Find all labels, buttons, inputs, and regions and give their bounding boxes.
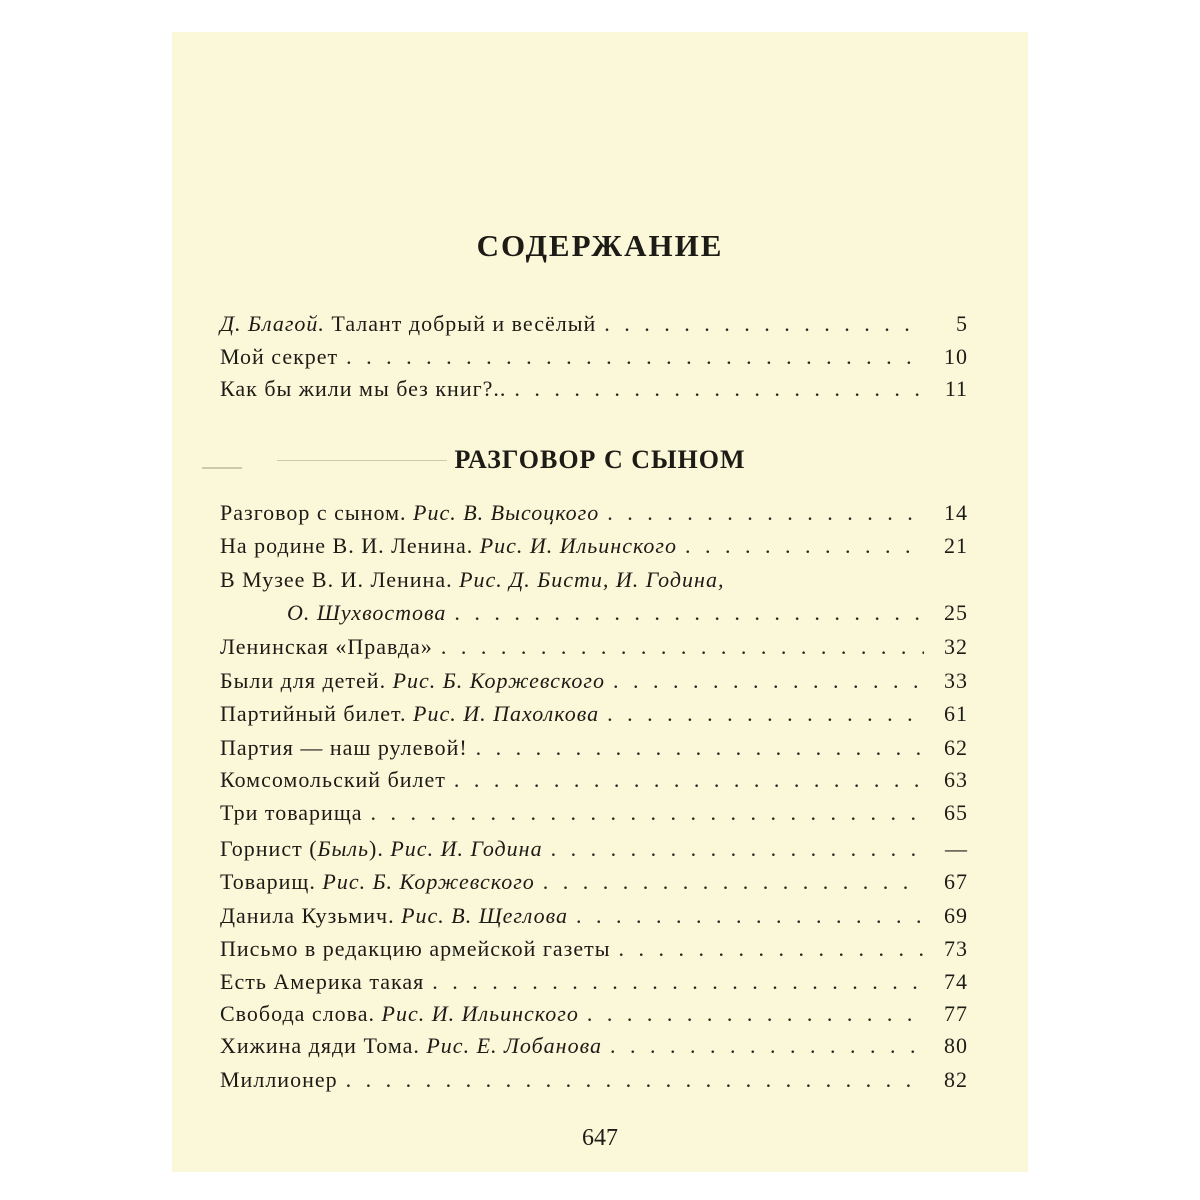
entry-page: 11 <box>944 376 968 401</box>
toc-entry <box>220 372 968 406</box>
leader-dots <box>454 763 924 797</box>
leader-dots <box>576 899 924 933</box>
entry-title <box>220 563 724 597</box>
entry-title <box>220 832 543 866</box>
entry-title <box>220 664 605 698</box>
leader-dots <box>685 529 924 563</box>
entry-illustrator: Рис. Е. Лобанова <box>426 1033 602 1058</box>
entry-title <box>287 596 446 630</box>
entry-illustrator: Рис. И. Ильинского <box>381 1001 579 1026</box>
entry-page: 61 <box>944 701 968 726</box>
toc-entry <box>220 932 968 966</box>
entry-title: Три товарища <box>220 800 363 825</box>
toc-entry <box>220 997 968 1031</box>
toc-entry <box>220 899 968 933</box>
entry-illustrator: Рис. В. Высоцкого <box>413 500 600 525</box>
leader-dots <box>619 932 924 966</box>
leader-dots <box>432 965 924 999</box>
entry-title: Партия — наш рулевой! <box>220 735 468 760</box>
toc-entry <box>220 697 968 731</box>
entry-author: Д. Благой. <box>220 311 325 336</box>
toc-entry <box>220 563 980 597</box>
entry-title-text: В Музее В. И. Ленина. <box>220 567 460 592</box>
entry-title <box>220 997 579 1031</box>
entry-illustrator: Рис. Б. Коржевского <box>392 668 605 693</box>
entry-title-text: Горнист ( <box>220 836 318 861</box>
entry-title: Миллионер <box>220 1067 338 1092</box>
entry-title: Комсомольский билет <box>220 767 446 792</box>
leader-dots <box>610 1029 924 1063</box>
leader-dots <box>346 340 924 374</box>
entry-page: 69 <box>944 903 968 928</box>
entry-page: 67 <box>944 869 968 894</box>
entry-title-text: Товарищ. <box>220 869 323 894</box>
toc-entry <box>220 664 968 698</box>
entry-illustrator: Рис. И. Ильинского <box>479 533 678 558</box>
entry-page: 21 <box>944 533 968 558</box>
entry-title-text: Хижина дяди Тома. <box>220 1033 427 1058</box>
entry-page: 77 <box>944 1001 968 1026</box>
entry-illustrator: Рис. В. Щеглова <box>401 903 568 928</box>
entry-illustrator: О. Шухвостова <box>287 600 447 625</box>
entry-illustrator: Рис. И. Пахолкова <box>413 701 600 726</box>
leader-dots <box>441 630 924 664</box>
entry-title <box>220 899 568 933</box>
entry-page: 82 <box>944 1067 968 1092</box>
entry-title-text: Партийный билет. <box>220 701 414 726</box>
entry-title-text: Талант добрый и весёлый <box>324 311 597 336</box>
entry-title-text: ). <box>369 836 391 861</box>
entry-page: 5 <box>956 311 968 336</box>
leader-dots <box>454 596 924 630</box>
toc-entry <box>220 529 968 563</box>
entry-page: 32 <box>944 634 968 659</box>
page-title: СОДЕРЖАНИЕ <box>476 228 724 263</box>
entry-title: Как бы жили мы без книг?.. <box>220 376 507 401</box>
leader-dots <box>607 496 924 530</box>
toc-entry <box>220 340 968 374</box>
entry-illustrator: Рис. Б. Коржевского <box>322 869 535 894</box>
toc-entry <box>220 496 968 530</box>
entry-title <box>220 865 535 899</box>
entry-subtitle: Быль <box>317 836 370 861</box>
entry-page: 10 <box>944 344 968 369</box>
entry-page: 14 <box>944 500 968 525</box>
entry-page: — <box>945 836 968 861</box>
leader-dots <box>613 664 924 698</box>
leader-dots <box>371 796 924 830</box>
entry-page: 62 <box>944 735 968 760</box>
entry-title <box>220 307 596 341</box>
toc-entry <box>220 796 968 830</box>
entry-page: 80 <box>944 1033 968 1058</box>
entry-title: Есть Америка такая <box>220 969 425 994</box>
section-title: РАЗГОВОР С СЫНОМ <box>454 445 746 474</box>
entry-page: 73 <box>944 936 968 961</box>
book-page <box>172 32 1028 1172</box>
leader-dots <box>604 307 924 341</box>
entry-title-text: На родине В. И. Ленина. <box>220 533 480 558</box>
entry-title: Письмо в редакцию армейской газеты <box>220 936 611 961</box>
entry-title: Мой секрет <box>220 344 339 369</box>
leader-dots <box>476 731 924 765</box>
entry-page: 25 <box>944 600 968 625</box>
toc-entry <box>220 630 968 664</box>
entry-page: 63 <box>944 767 968 792</box>
entry-title <box>220 496 599 530</box>
entry-illustrator: Рис. Д. Бисти, И. Година, <box>459 567 725 592</box>
leader-dots <box>514 372 924 406</box>
entry-title <box>220 697 599 731</box>
toc-entry <box>220 307 968 341</box>
entry-title-text: Свобода слова. <box>220 1001 382 1026</box>
entry-illustrator: Рис. И. Година <box>390 836 543 861</box>
toc-entry <box>220 731 968 765</box>
leader-dots <box>543 865 924 899</box>
entry-title-text: Разговор с сыном. <box>220 500 413 525</box>
leader-dots <box>551 832 924 866</box>
entry-page: 65 <box>944 800 968 825</box>
page-number: 647 <box>582 1125 618 1151</box>
toc-entry <box>220 865 968 899</box>
toc-entry-continued <box>287 596 968 630</box>
toc-entry <box>220 1063 968 1097</box>
toc-entry <box>220 763 968 797</box>
entry-title <box>220 1029 602 1063</box>
toc-entry <box>220 832 968 866</box>
leader-dots <box>346 1063 924 1097</box>
leader-dots <box>587 997 924 1031</box>
entry-page: 33 <box>944 668 968 693</box>
toc-entry <box>220 965 968 999</box>
toc-entry <box>220 1029 968 1063</box>
leader-dots <box>607 697 924 731</box>
entry-title-text: Данила Кузьмич. <box>220 903 402 928</box>
entry-title <box>220 529 677 563</box>
entry-title-text: Были для детей. <box>220 668 393 693</box>
entry-title: Ленинская «Правда» <box>220 634 433 659</box>
entry-page: 74 <box>944 969 968 994</box>
